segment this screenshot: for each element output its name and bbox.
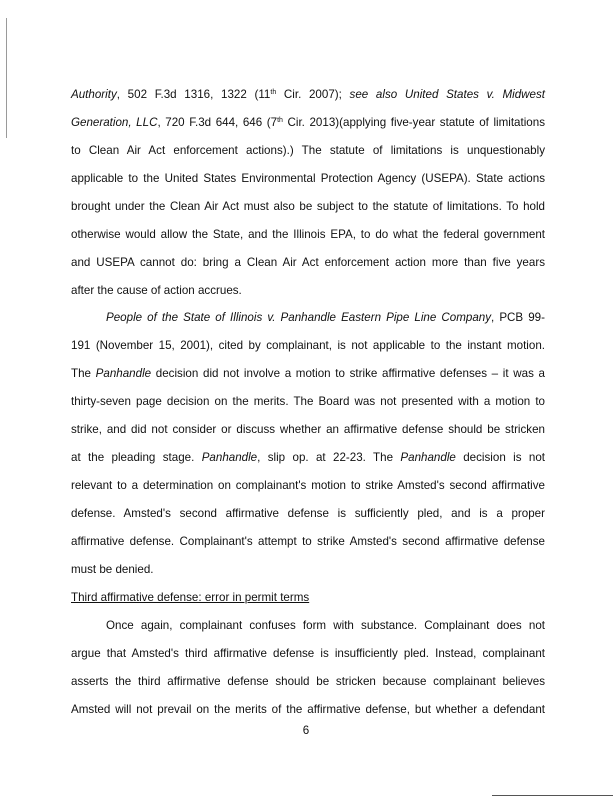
paragraph-1-line-5: brought under the Clean Air Act must also be subject to the statute of limitations. To hold <box>71 200 545 213</box>
paragraph-1-line-4: applicable to the United States Environmental Protection Agency (USEPA). State actions <box>71 172 545 185</box>
paragraph-2-line-3: The Panhandle decision did not involve a motion to strike affirmative defenses – it was a <box>71 367 545 380</box>
paragraph-3-line-2: argue that Amsted's third affirmative defense is insufficiently pled. Instead, complainant <box>71 647 545 660</box>
scan-corner-line <box>492 795 613 796</box>
paragraph-2-line-6: at the pleading stage. Panhandle, slip op. at 22-23. The Panhandle decision is not <box>71 451 545 464</box>
paragraph-3-line-1: Once again, complainant confuses form with substance. Complainant does not <box>106 619 545 632</box>
scan-margin-line <box>6 18 7 138</box>
paragraph-3-line-3: asserts the third affirmative defense should be stricken because complainant believes <box>71 675 545 688</box>
paragraph-2-line-9: affirmative defense. Complainant's attempt to strike Amsted's second affirmative defense <box>71 535 545 548</box>
paragraph-1-line-3: to Clean Air Act enforcement actions).) The statute of limitations is unquestionably <box>71 144 545 157</box>
paragraph-1-line-2: Generation, LLC, 720 F.3d 644, 646 (7th Cir. 2013)(applying five-year statute of limitations <box>71 116 545 129</box>
paragraph-2-line-1: People of the State of Illinois v. Panhandle Eastern Pipe Line Company, PCB 99- <box>106 311 545 324</box>
paragraph-2-line-2: 191 (November 15, 2001), cited by complainant, is not applicable to the instant motion. <box>71 339 545 352</box>
section-heading: Third affirmative defense: error in permit terms <box>71 591 310 604</box>
paragraph-2-line-5: strike, and did not consider or discuss whether an affirmative defense should be stricken <box>71 423 545 436</box>
paragraph-1-line-8: after the cause of action accrues. <box>71 284 242 297</box>
page-number: 6 <box>302 724 310 737</box>
paragraph-1-line-1: Authority, 502 F.3d 1316, 1322 (11th Cir. 2007); see also United States v. Midwest <box>71 88 545 101</box>
paragraph-1-line-7: and USEPA cannot do: bring a Clean Air Act enforcement action more than five years <box>71 256 545 269</box>
paragraph-3-line-4: Amsted will not prevail on the merits of the affirmative defense, but whether a defendant <box>71 703 545 716</box>
paragraph-2-line-7: relevant to a determination on complainant's motion to strike Amsted's second affirmative <box>71 479 545 492</box>
paragraph-2-line-8: defense. Amsted's second affirmative defense is sufficiently pled, and is a proper <box>71 507 545 520</box>
paragraph-1-line-6: otherwise would allow the State, and the Illinois EPA, to do what the federal government <box>71 228 545 241</box>
paragraph-2-line-10: must be denied. <box>71 563 154 576</box>
paragraph-2-line-4: thirty-seven page decision on the merits. The Board was not presented with a motion to <box>71 395 545 408</box>
